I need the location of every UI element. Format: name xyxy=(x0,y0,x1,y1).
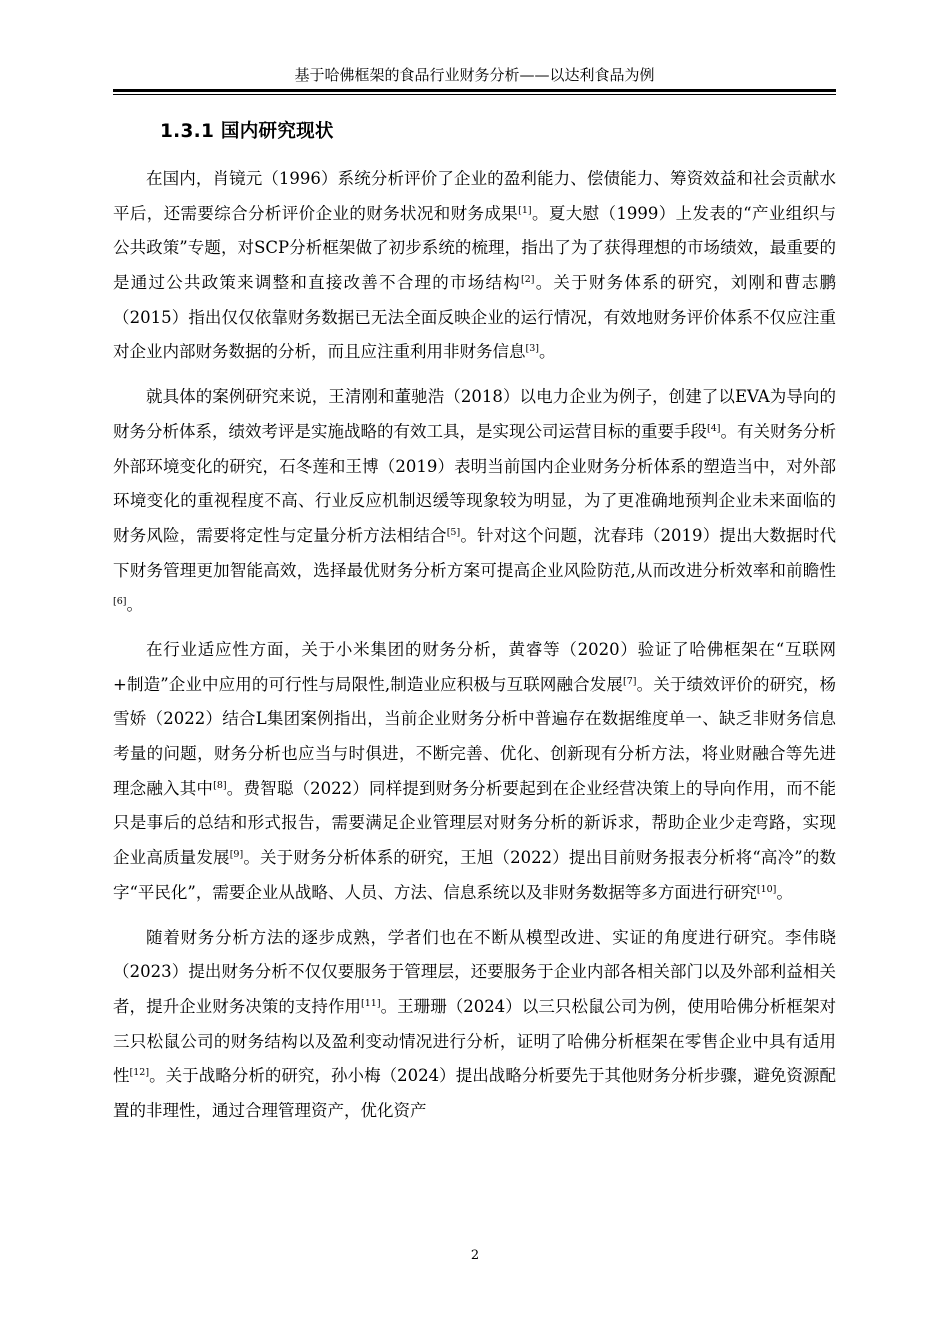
header-rule-thin xyxy=(113,94,836,95)
paragraph xyxy=(113,633,836,910)
citation-ref: [5] xyxy=(446,526,461,538)
citation-ref: [1] xyxy=(518,204,532,216)
text-segment: 。 xyxy=(776,882,793,902)
header-rule-thick xyxy=(113,89,836,92)
citation-ref: [8] xyxy=(213,779,227,791)
citation-ref: [11] xyxy=(361,997,381,1009)
citation-ref: [2] xyxy=(520,273,535,285)
paragraph xyxy=(113,921,836,1129)
text-segment: 随着财务分析方法的逐步成熟，学者们也在不断从模型改进、实证的角度进行研究。李伟晓（2023）提出财务分析不仅仅要服务于管理层，还要服务于企业内部各相关部门以及外部利益相关者，提升企业财务决策的支持作用 xyxy=(113,927,836,1016)
text-segment: 。针对这个问题，沈春玮（2019）提出大数据时代下财务管理更加智能高效，选择最优财务分析方案可提高企业风险防范,从而改进分析效率和前瞻性 xyxy=(113,525,837,580)
text-segment: 。关于财务体系的研究，刘刚和曹志鹏（2015）指出仅仅依靠财务数据已无法全面反映企业的运行情况，有效地财务评价体系不仅应注重对企业内部财务数据的分析，而且应注重利用非财务信息 xyxy=(113,272,837,362)
section-heading: 1.3.1 国内研究现状 xyxy=(160,121,334,142)
paragraph xyxy=(113,162,836,370)
citation-ref: [4] xyxy=(707,422,721,434)
text-segment: 。费智聪（2022）同样提到财务分析要起到在企业经营决策上的导向作用，而不能只是事后的总结和形式报告，需要满足企业管理层对财务分析的新诉求，帮助企业少走弯路，实现企业高质量发展 xyxy=(113,778,836,868)
text-segment: 。有关财务分析外部环境变化的研究，石冬莲和王博（2019）表明当前国内企业财务分析体系的塑造当中，对外部环境变化的重视程度不高、行业反应机制迟缓等现象较为明显，为了更准确地预判企业未来面临的财务风险，需要将定性与定量分析方法相结合 xyxy=(113,421,837,545)
text-segment: 。王珊珊（2024）以三只松鼠公司为例，使用哈佛分析框架对三只松鼠公司的财务结构以及盈利变动情况进行分析，证明了哈佛分析框架在零售企业中具有适用性 xyxy=(113,996,836,1086)
text-segment: 。夏大慰（1999）上发表的“产业组织与公共政策”专题，对SCP分析框架做了初步系统的梳理，指出了为了获得理想的市场绩效，最重要的是通过公共政策来调整和直接改善不合理的市场结构 xyxy=(113,203,837,292)
text-segment: 。关于财务分析体系的研究，王旭（2022）提出目前财务报表分析将“高冷”的数字“平民化”，需要企业从战略、人员、方法、信息系统以及非财务数据等多方面进行研究 xyxy=(113,848,836,902)
text-segment: 在行业适应性方面，关于小米集团的财务分析，黄睿等（2020）验证了哈佛框架在“互联网+制造”企业中应用的可行性与局限性,制造业应积极与互联网融合发展 xyxy=(113,640,836,694)
paragraph xyxy=(113,380,836,623)
citation-ref: [10] xyxy=(756,883,777,895)
citation-ref: [6] xyxy=(113,596,127,608)
citation-ref: [12] xyxy=(129,1067,150,1079)
citation-ref: [3] xyxy=(525,343,539,355)
citation-ref: [9] xyxy=(229,849,244,861)
text-segment: 就具体的案例研究来说，王清刚和董驰浩（2018）以电力企业为例子，创建了以EVA为导向的财务分析体系，绩效考评是实施战略的有效工具，是实现公司运营目标的重要手段 xyxy=(113,387,836,441)
text-segment: 。关于绩效评价的研究，杨雪娇（2022）结合L集团案例指出，当前企业财务分析中普遍存在数据维度单一、缺乏非财务信息考量的问题，财务分析也应当与时俱进，不断完善、优化、创新现有分析方法，将业财融合等先进理念融入其中 xyxy=(113,674,837,798)
text-segment: 。 xyxy=(538,342,556,362)
body-text xyxy=(113,162,836,1139)
text-segment: 。关于战略分析的研究，孙小梅（2024）提出战略分析要先于其他财务分析步骤，避免资源配置的非理性，通过合理管理资产，优化资产 xyxy=(113,1066,837,1120)
running-header: 基于哈佛框架的食品行业财务分析——以达利食品为例 xyxy=(294,66,655,84)
citation-ref: [7] xyxy=(623,675,637,687)
text-segment: 。 xyxy=(126,595,143,615)
page-number: 2 xyxy=(470,1248,480,1263)
text-segment: 在国内，肖镜元（1996）系统分析评价了企业的盈利能力、偿债能力、筹资效益和社会贡献水平后，还需要综合分析评价企业的财务状况和财务成果 xyxy=(113,169,836,223)
